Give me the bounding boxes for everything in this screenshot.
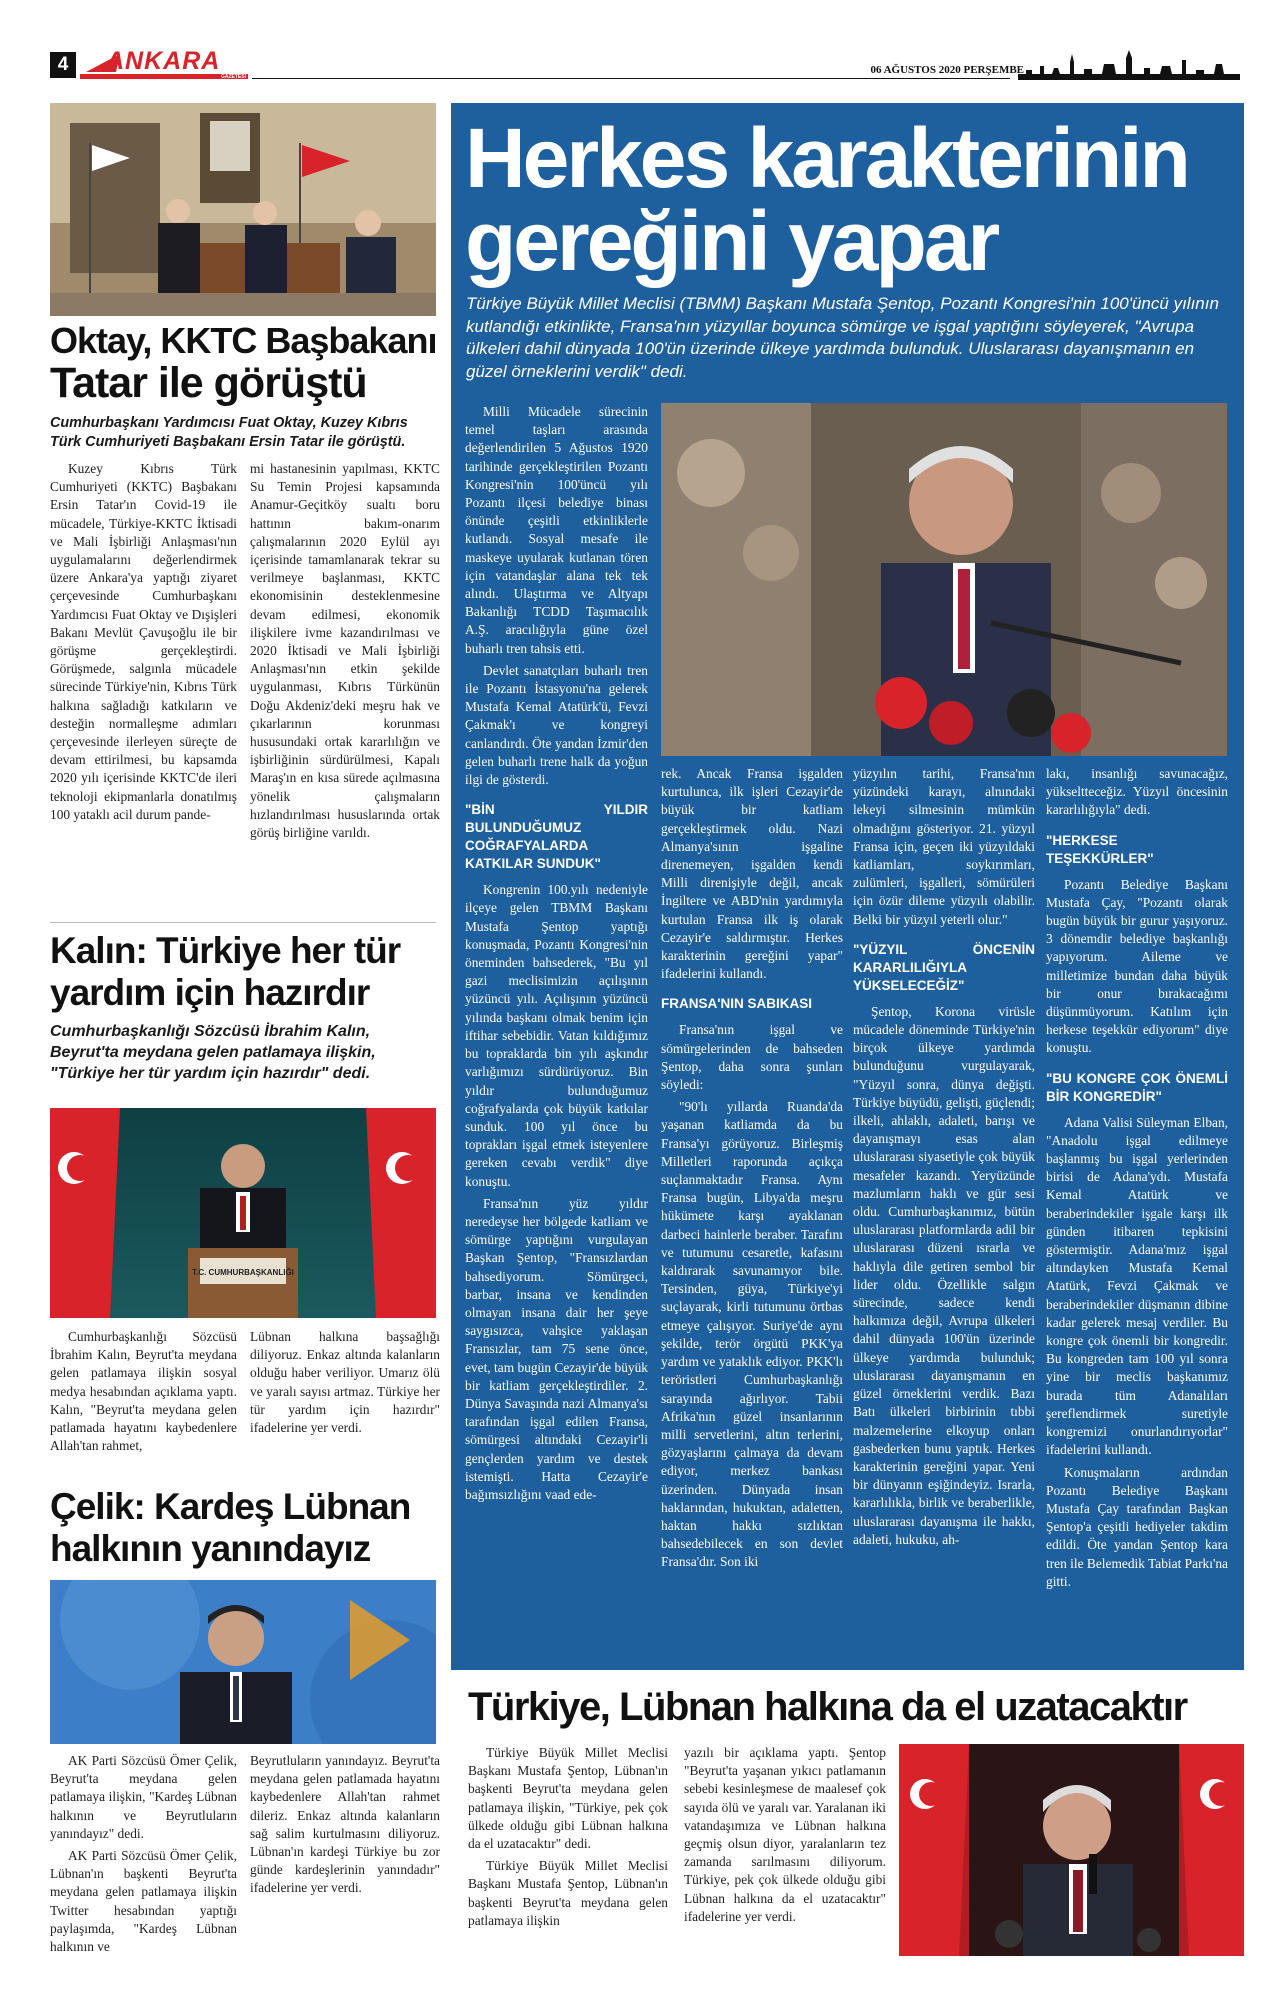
celik-headline-line1: Çelik: Kardeş Lübnan (50, 1486, 411, 1527)
oktay-headline-line2: Tatar ile görüştü (50, 359, 367, 407)
kalin-headline (50, 930, 450, 1014)
main-col4-paragraph-1: lakı, insanlığı savunacağız, yükseltteceğiz. Yüzyıl öncesinin kararlılığıyla" dedi. (1046, 766, 1228, 818)
kalin-rule (50, 922, 436, 923)
main-col2-paragraph-1: rek. Ancak Fransa işgalden kurtulunca, ilk işleri Cezayir'de büyük bir katliam gerçekleştirmek oldu. Nazi Almanya'sının işgaline direnemeyen, işgalden kendi Milli direnişiyle değil, ancak İngiltere ve ABD'nin yardımıyla kurtulan Fransa ilk iş olarak Cezayir'e saldırmıştır. Herkes karakterinin gereğini yapar" ifadelerini kullandı. (661, 766, 843, 982)
main-subhead-3: "YÜZYIL ÖNCENİN KARARLILIĞIYLA YÜKSELECEĞİZ" (853, 941, 1035, 993)
main-column-1 (465, 403, 648, 1504)
main-col4-paragraph-2: Pozantı Belediye Başkanı Mustafa Çay, "Pozantı olarak bugün büyük bir gurur yaşıyoruz. 3 dönemdir belediye başkanlığı yapıyorum. Aileme ve milletimize bundan daha büyük bir onur bırakacağımı düşünmüyorum. Katılım için herkese teşekkür ediyorum" diye konuştu. (1046, 876, 1228, 1056)
main-col1-paragraph-3: Kongrenin 100.yılı nedeniyle ilçeye gelen TBMM Başkanı Mustafa Şentop yaptığı konuşmada, Pozantı Kongresi'nin öneminden bahsederek, "Bu yıl gazi meclisimizin açılışının yüzüncü yılı. Açılışının yüzüncü yılında başkanı olmak benim için iftihar sebebidir. Vatan kıldığımız bu topraklarda bin yılı aşkındır varlığımızı sürdürüyoruz. Bin yıldır bulunduğumuz coğrafyalarda çok büyük katkılar sunduk. 100 yıl önce bu toprakları işgal etmek isteyenlere gereken cevabı verdik" diye konuştu. (465, 882, 648, 1189)
kalin-column-1 (50, 1328, 237, 1455)
kalin-deck: Cumhurbaşkanlığı Sözcüsü İbrahim Kalın, Beyrut'ta meydana gelen patlamaya ilişkin, "Türkiye her tür yardım için hazırdır" dedi. (50, 1023, 376, 1082)
main-subhead-2: FRANSA'NIN SABIKASI (661, 996, 812, 1012)
main-column-4 (1046, 765, 1228, 1591)
logo-text: ANKARA (106, 47, 221, 75)
lubnan-paragraph-2: Türkiye Büyük Millet Meclisi Başkanı Mustafa Şentop, Lübnan'ın başkenti Beyrut'ta meydana gelen patlamaya ilişkin (468, 1858, 668, 1928)
celik-paragraph-1: AK Parti Sözcüsü Ömer Çelik, Beyrut'ta meydana gelen patlamaya ilişkin, "Kardeş Lübnan halkının ve Beyrutluların yanındayız" dedi. (50, 1753, 237, 1841)
oktay-headline-line1: Oktay, KKTC Başbakanı (50, 320, 437, 361)
kalin-paragraph-1: Cumhurbaşkanlığı Sözcüsü İbrahim Kalın, Beyrut'ta meydana gelen patlamaya ilişkin sosyal medya hesabından açıklama yaptı. Kalın, "Beyrut'ta meydana gelen patlamada hayatını kaybedenlere Allah'tan rahmet, (50, 1329, 237, 1454)
lubnan-column-1 (468, 1744, 668, 1930)
header-rule (252, 78, 1010, 79)
main-subhead-5: "BU KONGRE ÇOK ÖNEMLİ BİR KONGREDİR" (1046, 1070, 1228, 1104)
main-col1-paragraph-2: Devlet sanatçıları buharlı tren ile Pozantı İstasyonu'na gelerek Mustafa Kemal Atatürk'ü, Fevzi Çakmak'ı ve kongreyi canlandırdı. Öte yandan İzmir'den gelen buharlı trene halk da yoğun ilgi de gösterdi. (465, 662, 648, 788)
celik-portrait-photo (50, 1580, 436, 1744)
logo-subtext: GAZETESİ (220, 74, 246, 80)
podium-sign: T.C. CUMHURBAŞKANLIĞI (192, 1268, 294, 1277)
main-column-2 (661, 765, 843, 1572)
lubnan-paragraph-1: Türkiye Büyük Millet Meclisi Başkanı Mustafa Şentop, Lübnan'ın başkenti Beyrut'ta meydana gelen patlamaya ilişkin, "Türkiye, pek çok ülkede olduğu gibi Lübnan halkına da el uzatacaktır" dedi. (468, 1745, 668, 1852)
celik-headline-line2: halkının yanındayız (50, 1528, 371, 1569)
issue-date: 06 AĞUSTOS 2020 PERŞEMBE (870, 64, 1024, 76)
oktay-column-2 (250, 460, 440, 842)
main-deck: Türkiye Büyük Millet Meclisi (TBMM) Başkanı Mustafa Şentop, Pozantı Kongresi'nin 100'üncü yılının kutlandığı etkinlikte, Fransa'nın yüzyıllar boyunca sömürge ve işgal yaptığını söyleyerek, "Avrupa ülkeleri dahil dünyada 100'ün üzerinde ülkeye yardımda bulunduk. Uluslararası dayanışmanın en güzel örneklerini verdik" dedi. (466, 294, 1219, 381)
sentop-portrait-photo (899, 1744, 1244, 1956)
main-subhead-1: "BİN YILDIR BULUNDUĞUMUZ COĞRAFYALARDA KATKILAR SUNDUK" (465, 802, 648, 872)
lubnan-paragraph-3: yazılı bir açıklama yaptı. Şentop "Beyrut'ta yaşanan yıkıcı patlamanın sebebi kesinleşmese de maalesef çok sayıda ölü ve yaralı var. Yaralanan iki vatandaşımıza ve Lübnan halkına geçmiş olsun diyor, yaralanların tez zamanda sarılmasını diliyorum. Türkiye, pek çok ülkede olduğu gibi Lübnan halkına da el uzatacaktır" ifadelerine yer verdi. (684, 1745, 886, 1924)
sentop-speech-photo (661, 403, 1227, 756)
main-headline (465, 111, 1235, 288)
oktay-headline (50, 322, 450, 406)
kalin-press-photo (50, 1108, 436, 1318)
oktay-column-1 (50, 460, 237, 824)
celik-paragraph-3: Beyrutluların yanındayız. Beyrut'ta meydana gelen patlamada hayatını kaybedenlere Allah'tan rahmet dileriz. Enkaz altında kalanların sağ salim kurtulmasını diliyoruz. Lübnan'ın kardeşi Türkiye bu zor günde kardeşlerinin yanındadır" ifadelerine yer verdi. (250, 1753, 440, 1896)
main-col3-paragraph-1: yüzyılın tarihi, Fransa'nın yüzündeki karayı, alnındaki lekeyi silmesinin mümkün olmadığını gösteriyor. 21. yüzyıl Fransa için, geçen iki yüzyıldaki katliamları, soykırımları, zulümleri, işgalleri, sömürüleri için özür dileme yüzyılı olabilir. Belki bir yüzyıl yeterli olur." (853, 766, 1035, 927)
kalin-headline-line1: Kalın: Türkiye her tür (50, 930, 401, 971)
main-subhead-4: "HERKESE TEŞEKKÜRLER" (1046, 832, 1154, 866)
main-col2-paragraph-3: "90'lı yıllarda Ruanda'da yaşanan katliamda da bu Fransa'yı görüyoruz. Birleşmiş Milletleri raporunda açıkça suçlanmaktadır Fransa. Aynı Fransa bugün, Libya'da meşru hükümete karşı ayaklanan darbeci hainlerle beraber. Tarafını ve tutumunu cesaretle, kafasını kaldırarak savunamıyor bile. Tersinden, güya, Türkiye'yi suçlayarak, kirli tutumunu örtbas etmeye çalışıyor. Suriye'de aynı şekilde, terör örgütü PKK'ya yardım ve yataklık ediyor. PKK'lı teröristleri Cumhurbaşkanlığı sarayında ağırlıyor. Tabii Afrika'nın güzel insanlarının milli servetlerini, altın terlerini, gözyaşlarını çalmaya da devam ediyor, merkez bankası üzerinden. Dünyada insan haklarından, hukuktan, adaletten, haktan hakkı sızlıktan bahsedebilecek en son devlet Fransa'dır. Son iki (661, 1099, 843, 1570)
main-headline-line2: gereğini yapar (465, 194, 998, 288)
main-col1-paragraph-4: Fransa'nın yüz yıldır neredeyse her bölgede katliam ve sömürge yaptığını vurgulayan Başkan Şentop, "Fransızlardan bahsediyorum. Sömürgeci, barbar, insana ve kendinden olmayan insana dair her şeye saygısızca, vahşice yaklaşan Fransızlar, tam 75 sene önce, evet, tam bugün Cezayir'de büyük bir katliam gerçekleştirdiler. 2. Dünya Savaşında nazi Almanya'sı tarafından işgal edilen Fransa, sömürgesi altındaki Cezayir'li gençlerden yardım ve destek istemişti. Hatta Cezayir'e bağımsızlığını vaad ede- (465, 1195, 648, 1502)
celik-paragraph-2: AK Parti Sözcüsü Ömer Çelik, Lübnan'ın başkenti Beyrut'ta meydana gelen patlamaya ilişkin Twitter hesabından yaptığı paylaşımda, "Kardeş Lübnan halkının ve (50, 1848, 237, 1955)
celik-headline (50, 1486, 450, 1570)
kalin-column-2 (250, 1328, 440, 1437)
oktay-paragraph-2: mi hastanesinin yapılması, KKTC Su Temin Projesi kapsamında Anamur-Geçitköy sualtı boru hattının bakım-onarım çalışmalarının 2020 Eylül ayı içerisinde tamamlanarak tekrar su verilmeye başlanması, KKTC ekonomisinin desteklenmesine devam edilmesi, ekonomik ilişkilere ivme kazandırılması ve 2020 İktisadi ve Mali İşbirliği Anlaşması'nın etkin şekilde uygulanması, Kıbrıs Türkünün Doğu Akdeniz'deki meşru hak ve çıkarlarının korunması hususundaki ortak kararlılığın ve işbirliğinin sürdürülmesi, Kapalı Maraş'ın en kısa sürede açılmasına yönelik çalışmaların hızlandırılması hususlarında ortak görüş birliğine varıldı. (250, 461, 440, 841)
oktay-paragraph-1: Kuzey Kıbrıs Türk Cumhuriyeti (KKTC) Başbakanı Ersin Tatar'ın Covid-19 ile mücadele, Türkiye-KKTC İktisadi ve Mali İşbirliği Anlaşması'nın uygulamalarını değerlendirmek üzere Ankara'ya yaptığı ziyaret çerçevesinde Cumhurbaşkanı Yardımcısı Fuat Oktay ve Dışişleri Bakanı Mevlüt Çavuşoğlu ile bir görüşme gerçekleştirdi. Görüşmede, salgınla mücadele sürecinde Türkiye'nin, Kıbrıs Türk halkına sağladığı katkıların ve desteğin normalleşme adımları çerçevesinde ilerleyen süreçte de devam ettirilmesi, bu kapsamda 2020 yılı içerisinde KKTC'de ileri teknoloji ekipmanlarla donatılmış 100 yataklı acil durum pande- (50, 461, 237, 822)
kalin-headline-line2: yardım için hazırdır (50, 972, 370, 1013)
kalin-paragraph-2: Lübnan halkına başsağlığı diliyoruz. Enkaz altında kalanların olduğu haber veriliyor. Umarız ölü ve yaralı sayısı artmaz. Türkiye her tür yardım için hazırdır" ifadelerine yer verdi. (250, 1329, 440, 1436)
ankara-skyline-icon (1018, 50, 1240, 80)
main-col1-paragraph-1: Milli Mücadele sürecinin temel taşları arasında değerlendirilen 5 Ağustos 1920 tarihinde gerçekleştirilen Pozantı Kongresi'nin 100'üncü yılı Pozantı ilçesi belediye binası önünde çeşitli etkinliklerle kutlandı. Sosyal mesafe ile maskeye uyularak kutlanan tören için vatandaşlar alana tek tek alındı. Ulaştırma ve Altyapı Bakanlığı TCDD Taşımacılık A.Ş. aracılığıyla güne özel buharlı tren tahsis etti. (465, 404, 648, 656)
main-col3-paragraph-2: Şentop, Korona virüsle mücadele döneminde Türkiye'nin birçok ülkeye yardımda bulunduğunu vurgulayarak, "Yüzyıl sonra, dünya değişti. Türkiye büyüdü, gelişti, güçlendi; ilkeli, ahlaklı, adaleti, barışı ve dayanışmayı esas alan uluslararası siyasetiyle çok büyük mesafeler kazandı. Yeryüzünde mazlumların haklı ve gür sesi oldu. Cumhurbaşkanımız, bütün uluslararası platformlarda adil bir uluslararası düzeni ısrarla ve haklıyla dile getiren sembol bir lider oldu. Özellikle salgın sürecinde, sadece kendi halkımıza değil, Avrupa ülkeleri dahil dünyada 100'ün üzerinde ülkeye yardımda bulunduk; uluslararası dayanışmanın en güzel örneklerini verdik. Bazı Batı ülkeleri birbirinin tıbbi malzemelerine elkoyup onları gasbederken bunu yaptık. Herkes karakterinin gereğini yapar. Yeni bir dünyanın eşiğindeyiz. Israrla, kararlılıkla, birlik ve beraberlikle, uluslararası dayanışma ile hakkı, adaleti, hukuku, ah- (853, 1003, 1035, 1547)
main-headline-line1: Herkes karakterinin (465, 111, 1188, 205)
celik-column-2 (250, 1752, 440, 1898)
main-col2-paragraph-2: Fransa'nın işgal ve sömürgelerinden de bahseden Şentop, daha sonra şunları söyledi: (661, 1022, 843, 1093)
main-col4-paragraph-4: Konuşmaların ardından Pozantı Belediye Başkanı Mustafa Çay tarafından Başkan Şentop'a çeşitli hediyeler takdim edildi. Öte yandan Şentop kara tren ile Belemedik Tabiat Parkı'na gitti. (1046, 1464, 1228, 1589)
lubnan-headline: Türkiye, Lübnan halkına da el uzatacaktır (468, 1685, 1187, 1729)
main-story-box (451, 103, 1244, 1670)
celik-column-1 (50, 1752, 237, 1956)
oktay-deck: Cumhurbaşkanı Yardımcısı Fuat Oktay, Kuzey Kıbrıs Türk Cumhuriyeti Başbakanı Ersin Tatar ile görüştü. (50, 415, 408, 450)
page-number: 4 (50, 52, 76, 78)
lubnan-column-2 (684, 1744, 886, 1926)
main-col4-paragraph-3: Adana Valisi Süleyman Elban, "Anadolu işgal edilmeye başlanmış bu işgal yerlerinden birisi de Adana'ydı. Mustafa Kemal Atatürk ve beraberindekiler işgale karşı ilk günden itibaren tepkisini göstermiştir. Adana'mız işgal altındayken Mustafa Kemal Atatürk, Fevzi Çakmak ve beraberindekiler düşmanın dibine kadar gelerek mesaj verdiler. Bu kongre çok önemli bir kongredir. Bu kongreden tam 100 yıl sonra yine bir meclis başkanımız burada tüm Adanalıları şereflendirmek suretiyle kongremizi onurlandırıyorlar" ifadelerini kullandı. (1046, 1114, 1228, 1458)
newspaper-logo (80, 47, 248, 80)
oktay-tatar-meeting-photo (50, 103, 436, 316)
page-header (50, 47, 1240, 82)
main-column-3 (853, 765, 1035, 1549)
